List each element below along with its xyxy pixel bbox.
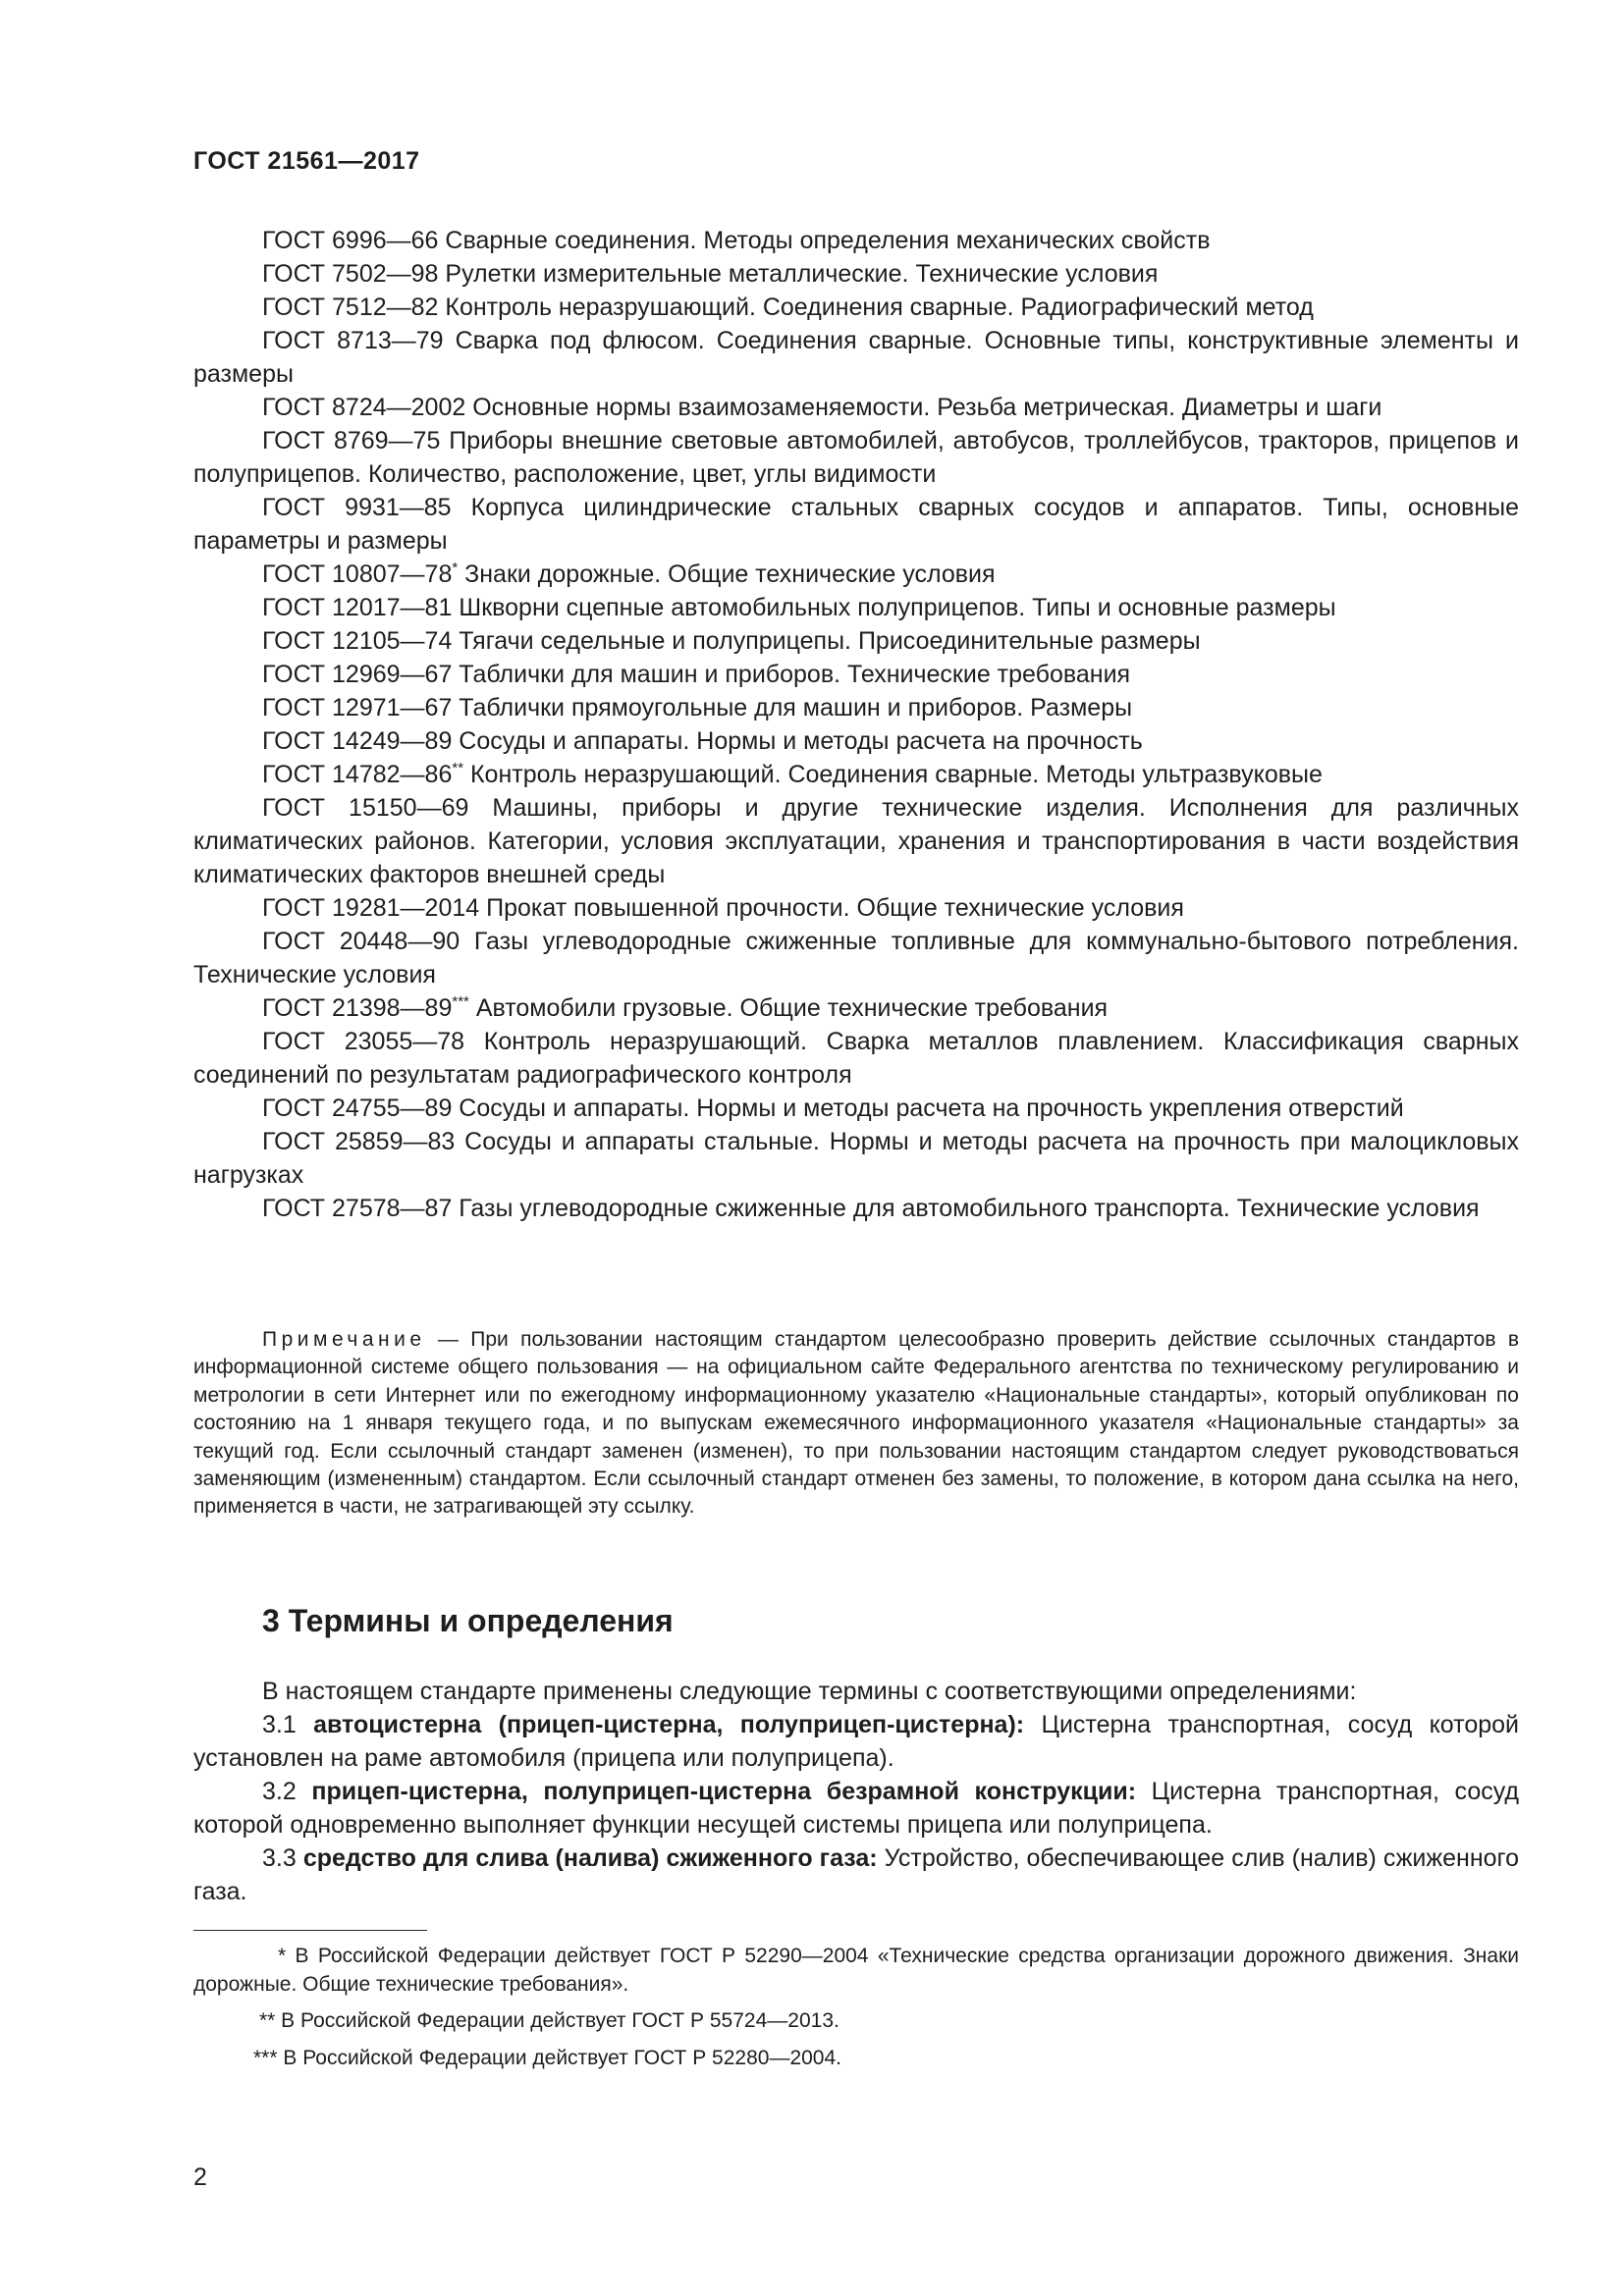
reference-item: ГОСТ 19281—2014 Прокат повышенной прочности. Общие технические условия: [262, 894, 1184, 922]
reference-item: ГОСТ 12971—67 Таблички прямоугольные для машин и приборов. Размеры: [262, 694, 1133, 721]
footnote-marker: ***: [452, 993, 469, 1010]
reference-code: ГОСТ 21398—89: [262, 994, 453, 1022]
reference-item: ГОСТ 14249—89 Сосуды и аппараты. Нормы и методы расчета на прочность: [262, 727, 1143, 755]
footnote-marker: **: [452, 760, 464, 776]
term-name: автоцистерна (прицеп-цистерна, полуприцеп-цистерна):: [313, 1711, 1025, 1738]
section-intro: В настоящем стандарте применены следующие термины с соответствующими определениями:: [262, 1678, 1357, 1705]
section-body: [193, 1675, 1519, 1908]
term-number: 3.3: [262, 1844, 303, 1872]
reference-item: [193, 758, 1519, 791]
footnote: * В Российской Федерации действует ГОСТ Р 52290—2004 «Технические средства организации дорожного движения. Знаки дорожные. Общие технические требования».: [193, 1945, 1519, 1996]
reference-item: ГОСТ 8713—79 Сварка под флюсом. Соединения сварные. Основные типы, конструктивные элементы и размеры: [193, 327, 1519, 388]
note-text: — При пользовании настоящим стандартом целесообразно проверить действие ссылочных стандартов в информационной системе общего пользования — на официальном сайте Федерального агентства по техническому регулированию и метрологии в сети Интернет или по ежегодному информационному указателю «Национальные стандарты», который опубликован по состоянию на 1 января текущего года, и по выпускам ежемесячного информационного указателя «Национальные стандарты» за текущий год. Если ссылочный стандарт заменен (изменен), то при пользовании настоящим стандартом следует руководствоваться заменяющим (измененным) стандартом. Если ссылочный стандарт отменен без замены, то положение, в котором дана ссылка на него, применяется в части, не затрагивающей эту ссылку.: [193, 1328, 1519, 1519]
reference-item: ГОСТ 27578—87 Газы углеводородные сжиженные для автомобильного транспорта. Технические условия: [262, 1195, 1480, 1222]
reference-item: ГОСТ 8724—2002 Основные нормы взаимозаменяемости. Резьба метрическая. Диаметры и шаги: [262, 394, 1382, 421]
reference-item: ГОСТ 6996—66 Сварные соединения. Методы определения механических свойств: [262, 227, 1211, 254]
term-number: 3.1: [262, 1711, 314, 1738]
term-definition: [193, 1775, 1519, 1842]
section-title: 3 Термины и определения: [262, 1603, 674, 1638]
term-definition: [193, 1842, 1519, 1908]
reference-item: ГОСТ 8769—75 Приборы внешние световые автомобилей, автобусов, троллейбусов, тракторов, прицепов и полуприцепов. Количество, расположение, цвет, углы видимости: [193, 427, 1519, 488]
reference-title: Контроль неразрушающий. Соединения сварные. Методы ультразвуковые: [463, 761, 1323, 788]
term-text: Цистерна транспортная, сосуд которой одновременно выполняет функции несущей системы прицепа или полуприцепа.: [193, 1778, 1519, 1839]
note-paragraph: [193, 1326, 1519, 1522]
footnote-separator: [193, 1930, 427, 1931]
footnote: *** В Российской Федерации действует ГОСТ Р 52280—2004.: [253, 2046, 842, 2069]
reference-title: Знаки дорожные. Общие технические условия: [458, 561, 996, 588]
footnote: ** В Российской Федерации действует ГОСТ Р 55724—2013.: [259, 2009, 839, 2032]
reference-item: ГОСТ 23055—78 Контроль неразрушающий. Сварка металлов плавлением. Классификация сварных соединений по результатам радиографического контроля: [193, 1028, 1519, 1089]
reference-item: ГОСТ 25859—83 Сосуды и аппараты стальные. Нормы и методы расчета на прочность при малоцикловых нагрузках: [193, 1128, 1519, 1189]
term-number: 3.2: [262, 1778, 312, 1805]
term-text: Цистерна транспортная, сосуд которой установлен на раме автомобиля (прицепа или полуприцепа).: [193, 1711, 1520, 1772]
note-label: Примечание: [262, 1328, 426, 1351]
normative-references-list: [193, 224, 1519, 1225]
reference-title: Автомобили грузовые. Общие технические требования: [468, 994, 1109, 1022]
footnotes: [193, 1943, 1519, 2081]
footnote-marker: *: [452, 560, 459, 576]
reference-item: ГОСТ 20448—90 Газы углеводородные сжиженные топливные для коммунально-бытового потребления. Технические условия: [193, 928, 1519, 988]
reference-item: ГОСТ 24755—89 Сосуды и аппараты. Нормы и методы расчета на прочность укрепления отверстий: [262, 1095, 1404, 1122]
term-text: Устройство, обеспечивающее слив (налив) сжиженного газа.: [193, 1844, 1519, 1905]
reference-code: ГОСТ 14782—86: [262, 761, 453, 788]
page-number: 2: [193, 2163, 207, 2191]
term-name: прицеп-цистерна, полуприцеп-цистерна безрамной конструкции:: [311, 1778, 1137, 1805]
reference-code: ГОСТ 10807—78: [262, 561, 453, 588]
reference-item: ГОСТ 7512—82 Контроль неразрушающий. Соединения сварные. Радиографический метод: [262, 294, 1314, 321]
reference-item: ГОСТ 7502—98 Рулетки измерительные металлические. Технические условия: [262, 260, 1159, 288]
reference-item: ГОСТ 12017—81 Шкворни сцепные автомобильных полуприцепов. Типы и основные размеры: [262, 594, 1336, 621]
reference-item: ГОСТ 15150—69 Машины, приборы и другие технические изделия. Исполнения для различных климатических районов. Категории, условия эксплуатации, хранения и транспортирования в части воздействия климатических факторов внешней среды: [193, 794, 1519, 888]
term-definition: [193, 1708, 1519, 1775]
reference-item: [193, 558, 1519, 591]
document-header: ГОСТ 21561—2017: [193, 147, 420, 175]
reference-item: ГОСТ 12969—67 Таблички для машин и приборов. Технические требования: [262, 661, 1131, 688]
reference-item: ГОСТ 12105—74 Тягачи седельные и полуприцепы. Присоединительные размеры: [262, 627, 1201, 655]
reference-item: ГОСТ 9931—85 Корпуса цилиндрические стальных сварных сосудов и аппаратов. Типы, основные параметры и размеры: [193, 494, 1519, 555]
term-name: средство для слива (налива) сжиженного газа:: [302, 1844, 878, 1872]
reference-item: [193, 991, 1519, 1025]
